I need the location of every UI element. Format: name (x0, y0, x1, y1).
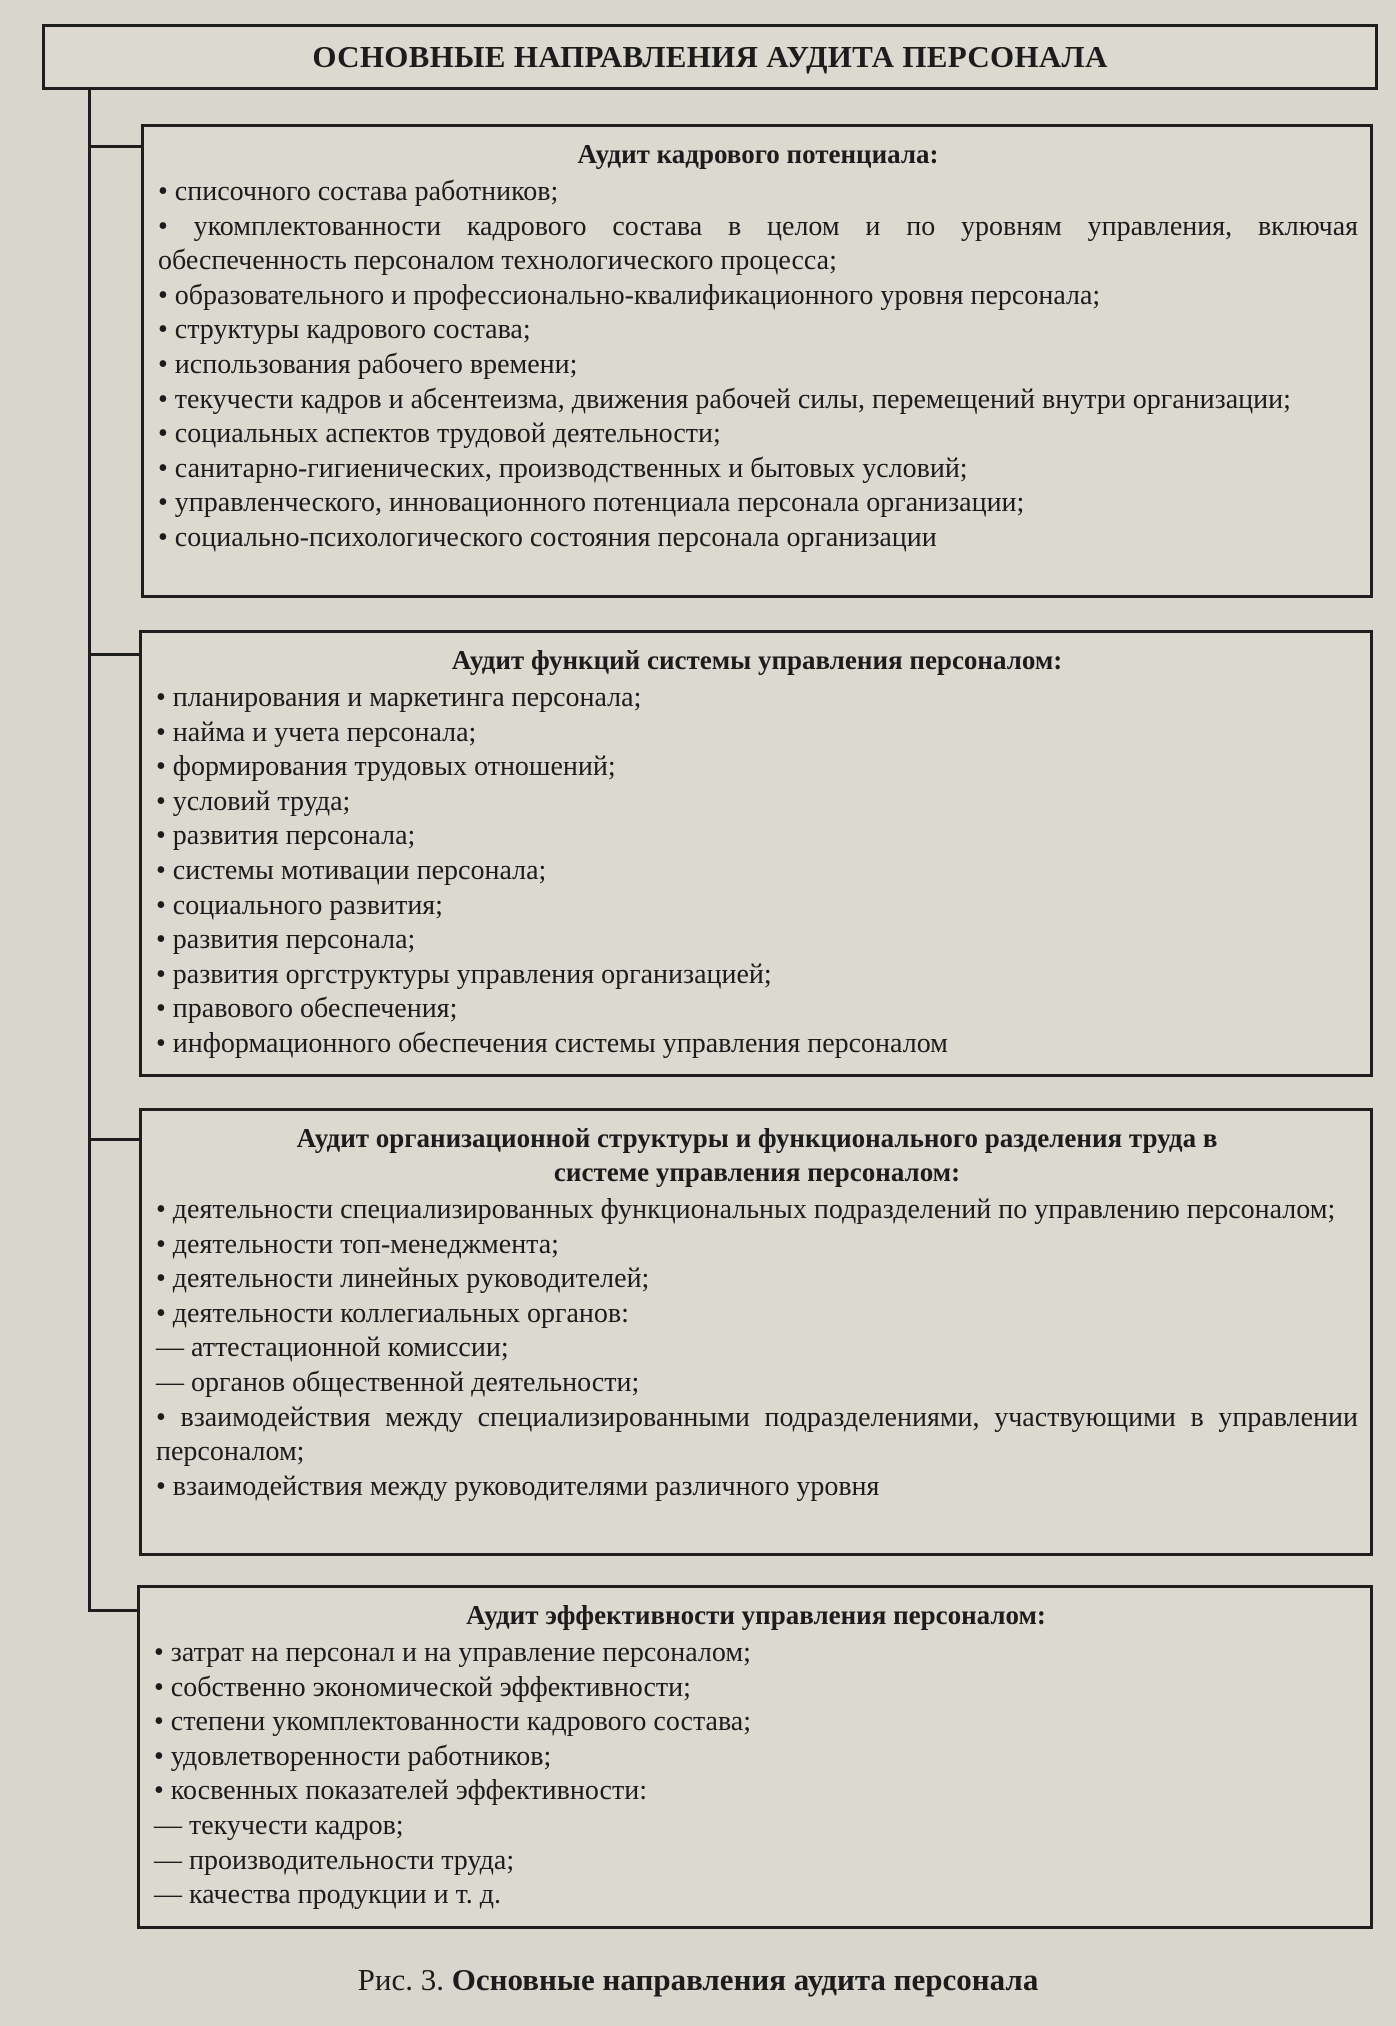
list-item: • структуры кадрового состава; (158, 314, 531, 346)
connector-vertical (88, 90, 91, 1612)
list-item: • деятельности специализированных функциональных подразделений по управлению персоналом; (156, 1194, 1336, 1225)
diagram-title-box (42, 24, 1378, 90)
list-item: • образовательного и профессионально-квалификационного уровня персонала; (158, 279, 1101, 311)
list-item: • санитарно-гигиенических, производственных и бытовых условий; (158, 452, 968, 484)
section-title: Аудит функций системы управления персоналом: (451, 645, 1063, 675)
list-item: — органов общественной деятельности; (156, 1366, 640, 1398)
list-item: — производительности труда; (154, 1844, 515, 1876)
list-item: • развития персонала; (156, 820, 416, 852)
list-item: • деятельности линейных руководителей; (156, 1263, 650, 1295)
list-item: • управленческого, инновационного потенциала персонала организации; (158, 487, 1025, 519)
connector-branch-3 (88, 1138, 139, 1141)
connector-branch-1 (88, 145, 141, 148)
figure-caption-prefix: Рис. 3. (357, 1962, 444, 1997)
list-item: • степени укомплектованности кадрового состава; (154, 1706, 752, 1738)
section-title: Аудит кадрового потенциала: (577, 139, 939, 169)
list-item: • затрат на персонал и на управление персоналом; (154, 1637, 751, 1668)
section-title: Аудит эффективности управления персоналом: (466, 1600, 1046, 1630)
figure-caption-text: Основные направления аудита персонала (451, 1962, 1039, 1997)
list-item: • использования рабочего времени; (158, 348, 578, 380)
section-personnel-potential (141, 124, 1373, 598)
list-item: • условий труда; (156, 785, 351, 817)
section-hr-efficiency (137, 1585, 1373, 1929)
list-item: • планирования и маркетинга персонала; (156, 682, 642, 713)
list-item: • системы мотивации персонала; (156, 854, 547, 886)
list-item: • формирования трудовых отношений; (156, 751, 616, 783)
list-item: • деятельности топ-менеджмента; (156, 1228, 559, 1260)
list-item: • найма и учета персонала; (156, 716, 477, 748)
list-item: • правового обеспечения; (156, 993, 458, 1025)
section-org-structure (139, 1108, 1373, 1556)
list-item: • информационного обеспечения системы управления персоналом (156, 1027, 948, 1059)
list-item: • взаимодействия между специализированными подразделениями, участвующими в управлении персоналом; (156, 1401, 1358, 1468)
list-item: • собственно экономической эффективности; (154, 1671, 691, 1703)
list-item: — качества продукции и т. д. (154, 1879, 501, 1911)
section-hr-functions (139, 630, 1373, 1077)
connector-branch-2 (88, 653, 139, 656)
list-item: • косвенных показателей эффективности: (154, 1775, 647, 1807)
list-item: — аттестационной комиссии; (156, 1332, 509, 1364)
list-item: • социальных аспектов трудовой деятельности; (158, 418, 721, 450)
list-item: • развития персонала; (156, 924, 416, 956)
list-item: • укомплектованности кадрового состава в целом и по уровням управления, включая обеспеченность персоналом технологического процесса; (158, 210, 1358, 277)
list-item: • социального развития; (156, 889, 443, 921)
list-item: • удовлетворенности работников; (154, 1740, 552, 1772)
section-title: Аудит организационной структуры и функционального разделения труда в системе управления персоналом: (296, 1123, 1218, 1187)
list-item: — текучести кадров; (154, 1809, 404, 1841)
list-item: • развития оргструктуры управления организацией; (156, 958, 772, 990)
figure-caption (0, 1962, 1396, 1998)
list-item: • списочного состава работников; (158, 176, 559, 207)
list-item: • текучести кадров и абсентеизма, движения рабочей силы, перемещений внутри организации; (158, 383, 1291, 415)
list-item: • деятельности коллегиальных органов: (156, 1297, 629, 1329)
connector-branch-4 (88, 1609, 137, 1612)
list-item: • взаимодействия между руководителями различного уровня (156, 1470, 880, 1502)
diagram-title: ОСНОВНЫЕ НАПРАВЛЕНИЯ АУДИТА ПЕРСОНАЛА (312, 39, 1108, 74)
list-item: • социально-психологического состояния персонала организации (158, 521, 937, 553)
